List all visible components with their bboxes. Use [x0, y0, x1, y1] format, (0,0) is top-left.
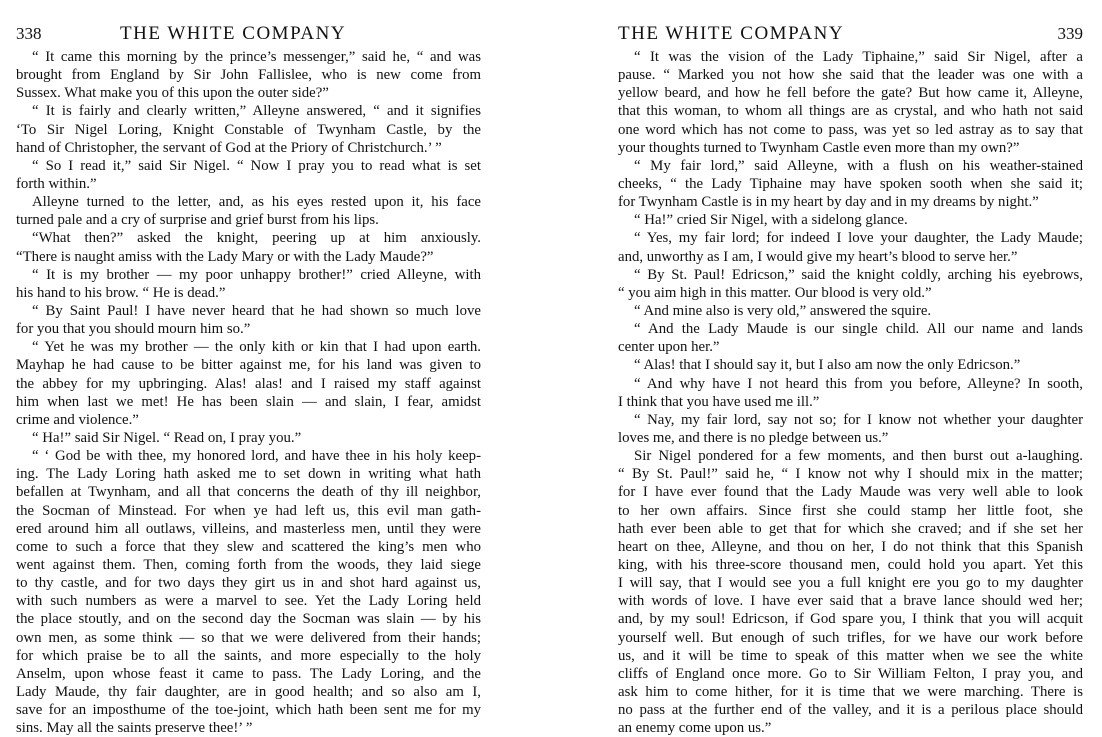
text-line: “ By Saint Paul! I have never heard that he had shown so much love	[32, 302, 481, 319]
text-line: the abbey for my upbringing. Alas! alas! and I raised my staff against	[16, 375, 481, 392]
text-line: to her own affairs. Since first she could stamp her little foot, she	[618, 502, 1083, 519]
text-line: center upon her.”	[618, 339, 720, 356]
right-running-title: THE WHITE COMPANY	[618, 23, 845, 44]
text-line: heart on thee, Alleyne, and thou on her, I do not think that this Spanish	[618, 538, 1083, 555]
text-line: forth within.”	[16, 175, 97, 192]
text-line: “ Nay, my fair lord, say not so; for I know not whether your daughter	[634, 411, 1083, 428]
text-line: the place stoutly, and on the second day the Socman was slain — by his	[16, 611, 481, 628]
text-line: “ It is fairly and clearly written,” Alleyne answered, “ and it signifies	[32, 103, 481, 120]
text-line: yourself well. But enough of such trifles, for we have our work before	[618, 629, 1083, 646]
text-line: save for an imposthume of the toe-joint, which hath been sent me for my	[16, 702, 481, 719]
text-line: ‘To Sir Nigel Loring, Knight Constable of Twynham Castle, by the	[16, 121, 481, 138]
text-line: “ Ha!” cried Sir Nigel, with a sidelong glance.	[634, 212, 908, 229]
text-line: “What then?” asked the knight, peering up at him anxiously.	[32, 230, 481, 247]
text-line: “ And the Lady Maude is our single child. All our name and lands	[634, 321, 1083, 338]
text-line: Mayhap he had cause to be bitter against me, for his land was given to	[16, 357, 481, 374]
text-line: for I have ever found that the Lady Maude was very well able to look	[618, 484, 1083, 501]
text-line: I will say, that I would see you a full knight ere you go to my daughter	[618, 575, 1083, 592]
text-line: sins. May all the saints preserve thee!’ ”	[16, 720, 253, 737]
text-line: cheeks, “ the Lady Tiphaine may have spoken sooth when she said it;	[618, 175, 1083, 192]
left-page-header	[16, 22, 486, 46]
text-line: “ ‘ God be with thee, my honored lord, and have thee in his holy keep-	[32, 448, 481, 465]
text-line: went against them. Then, coming forth from the woods, they laid siege	[16, 556, 481, 573]
text-line: Alleyne turned to the letter, and, as his eyes rested upon it, his face	[32, 194, 481, 211]
text-line: brought from England by Sir John Fallislee, who is new come from	[16, 67, 481, 84]
text-line: the Socman of Minstead. For when ye had left us, this evil man gath-	[16, 502, 481, 519]
text-line: him when last we met! He has been slain — and slain, I fear, amidst	[16, 393, 481, 410]
text-line: “ Yet he was my brother — the only kith or kin that I had upon earth.	[32, 339, 481, 356]
text-line: one word which has not come to pass, was yet so led astray as to say that	[618, 121, 1083, 138]
text-line: “ Yes, my fair lord; for indeed I love your daughter, the Lady Maude;	[634, 230, 1083, 247]
right-page-header	[618, 22, 1083, 46]
text-line: “ By St. Paul! Edricson,” said the knight coldly, arching his eyebrows,	[634, 266, 1083, 283]
text-line: to thy castle, and for two days they girt us in and shot hard against us,	[16, 575, 481, 592]
left-page-number: 338	[16, 24, 42, 43]
text-line: befallen at Twynham, and all that concerns the death of thy ill neighbor,	[16, 484, 481, 501]
text-line: “ Alas! that I should say it, but I also am now the only Edricson.”	[634, 357, 1021, 374]
text-line: for Twynham Castle is in my heart by day and in my dreams by night.”	[618, 194, 1039, 211]
text-line: “ Ha!” said Sir Nigel. “ Read on, I pray you.”	[32, 429, 302, 446]
text-line: hath ever been able to get that for which she craved; and if she set her	[618, 520, 1083, 537]
text-line: turned pale and a cry of surprise and grief burst from his lips.	[16, 212, 379, 229]
text-line: and, unworthy as I am, I would give my heart’s blood to serve her.”	[618, 248, 1018, 265]
text-line: your thoughts turned to Twynham Castle even more than my own?”	[618, 139, 1020, 156]
text-line: yellow beard, and how he fell before the gate? But how came it, Alleyne,	[618, 85, 1083, 102]
text-line: “There is naught amiss with the Lady Mary or with the Lady Maude?”	[16, 248, 434, 265]
text-line: “ By St. Paul!” said he, “ I know not why I should mix in the matter;	[618, 466, 1083, 483]
right-page-number: 339	[1057, 24, 1083, 43]
text-line: for you that you should mourn him so.”	[16, 321, 251, 338]
text-line: ered around him all outlaws, villeins, and masterless men, until they were	[16, 520, 481, 537]
text-line: crime and violence.”	[16, 411, 139, 428]
text-line: an enemy come upon us.”	[618, 720, 772, 737]
text-line: cliffs of England once more. Go to Sir William Felton, I pray you, and	[618, 665, 1083, 682]
text-line: I think that you have used me ill.”	[618, 393, 820, 410]
text-line: pause. “ Marked you not how she said that the leader was one with a	[618, 67, 1083, 84]
right-page-body	[618, 48, 1083, 737]
left-running-title: THE WHITE COMPANY	[120, 23, 347, 44]
text-line: “ My fair lord,” said Alleyne, with a flush on his weather-stained	[634, 157, 1083, 174]
text-line: loves me, and there is no pledge between us.”	[618, 429, 889, 446]
text-line: us, and it will be time to speak of this matter when we see the white	[618, 647, 1083, 664]
text-line: hand of Christopher, the servant of God at the Priory of Christchurch.’ ”	[16, 139, 442, 156]
text-line: come to such a force that they slew and scattered the king’s men who	[16, 538, 481, 555]
text-line: and, by my soul! Edricson, if God spare you, I think that you will acquit	[618, 611, 1083, 628]
text-line: ing. The Lady Loring hath asked me to set down in writing what hath	[16, 466, 481, 483]
text-line: Sussex. What make you of this upon the outer side?”	[16, 85, 329, 102]
text-line: no pass at the further end of the valley, and it is a perilous place should	[618, 702, 1083, 719]
text-line: Anselm, upon whose feast it came to pass. The Lady Loring, and the	[16, 665, 481, 682]
text-line: ask him to come hither, for it is time that we were marching. There is	[618, 683, 1083, 700]
right-page	[551, 0, 1102, 737]
text-line: “ you aim high in this matter. Our blood is very old.”	[618, 284, 932, 301]
text-line: Sir Nigel pondered for a few moments, and then burst out a-laughing.	[634, 448, 1083, 465]
text-line: for which praise be to all the saints, and more especially to the holy	[16, 647, 481, 664]
text-line: his hand to his brow. “ He is dead.”	[16, 284, 226, 301]
text-line: “ It is my brother — my poor unhappy brother!” cried Alleyne, with	[32, 266, 481, 283]
text-line: with such numbers as were a marvel to see. Yet the Lady Loring held	[16, 593, 481, 610]
text-line: own men, as some think — so that we were delivered from their hands;	[16, 629, 481, 646]
text-line: king, with his three-score thousand men, could hold you apart. Yet this	[618, 556, 1083, 573]
text-line: with words of love. I have ever said that a brave lance should wed her;	[618, 593, 1083, 610]
text-line: “ And why have I not heard this from you before, Alleyne? In sooth,	[634, 375, 1083, 392]
text-line: “ It was the vision of the Lady Tiphaine,” said Sir Nigel, after a	[634, 49, 1083, 65]
text-line: “ And mine also is very old,” answered the squire.	[634, 302, 932, 319]
text-line: “ It came this morning by the prince’s messenger,” said he, “ and was	[32, 49, 481, 65]
text-line: “ So I read it,” said Sir Nigel. “ Now I pray you to read what is set	[32, 157, 481, 174]
text-line: Lady Maude, thy fair daughter, are in good health; and so also am I,	[16, 683, 481, 700]
text-line: that this woman, to whom all things are as crystal, and who hath not said	[618, 103, 1083, 120]
left-page-body	[16, 48, 481, 737]
